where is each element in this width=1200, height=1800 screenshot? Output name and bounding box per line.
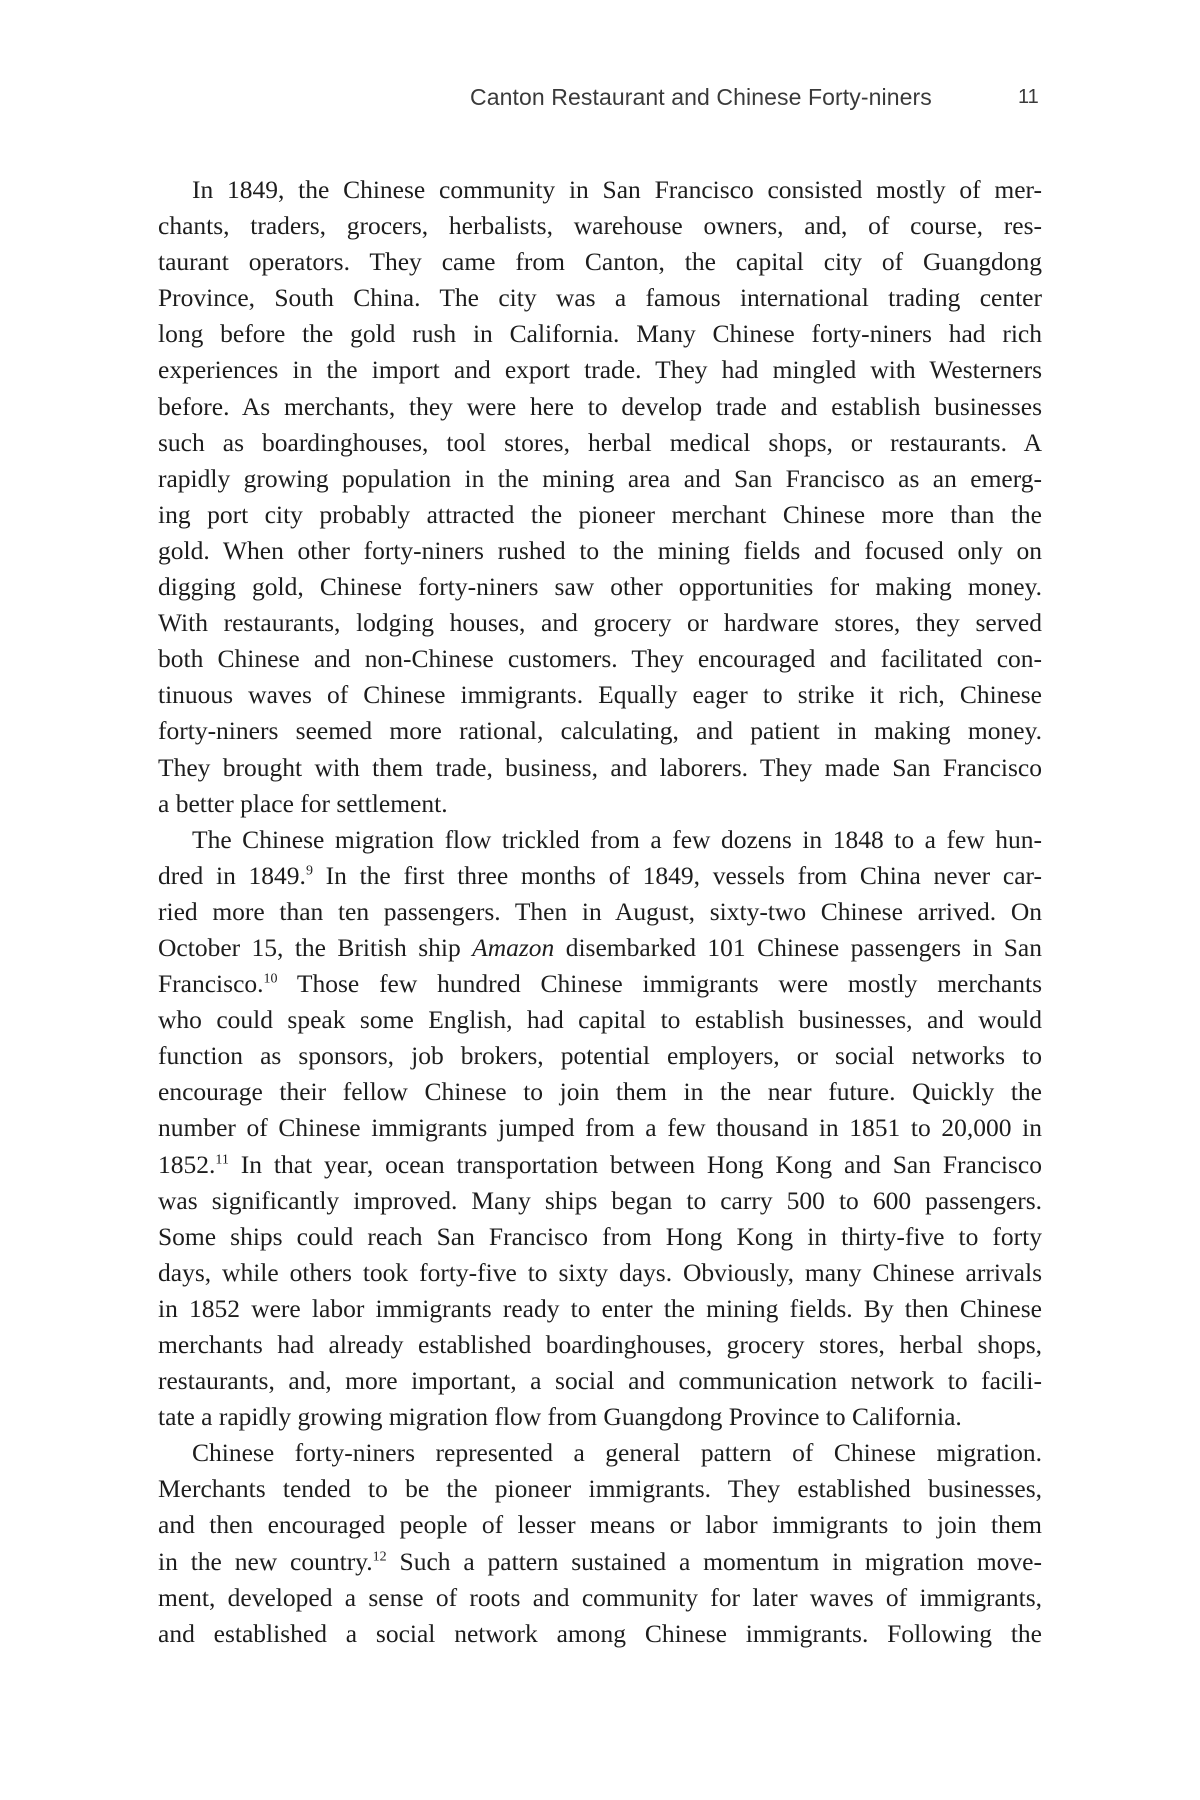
footnote-ref-9: 9 — [305, 863, 313, 879]
text-line: In 1849, the Chinese community in San Francisco consisted mostly of mer- — [192, 175, 1042, 204]
footnote-ref-12: 12 — [372, 1549, 387, 1565]
text-run: 1852. — [158, 1149, 216, 1179]
paragraph-2 — [158, 822, 1042, 1436]
text-line: was significantly improved. Many ships began to carry 500 to 600 passengers. — [158, 1185, 1042, 1215]
text-line: ried more than ten passengers. Then in August, sixty-two Chinese arrived. On — [158, 896, 1042, 926]
text-line — [158, 1544, 1042, 1580]
text-line: ment, developed a sense of roots and community for later waves of immigrants, — [158, 1582, 1042, 1612]
text-run: Francisco. — [158, 969, 264, 999]
text-line: function as sponsors, job brokers, potential employers, or social networks to — [158, 1041, 1042, 1071]
text-line: Merchants tended to be the pioneer immigrants. They established businesses, — [158, 1474, 1042, 1504]
text-line: number of Chinese immigrants jumped from a few thousand in 1851 to 20,000 in — [158, 1113, 1042, 1143]
text-run: In the first three months of 1849, vessels from China never car- — [312, 860, 1042, 890]
text-line: a better place for settlement. — [158, 788, 448, 818]
text-line: experiences in the import and export trade. They had mingled with Westerners — [158, 355, 1042, 385]
text-line: chants, traders, grocers, herbalists, warehouse owners, and, of course, res- — [158, 211, 1042, 241]
text-line: Chinese forty-niners represented a general pattern of Chinese migration. — [192, 1438, 1042, 1468]
text-line: tinuous waves of Chinese immigrants. Equally eager to strike it rich, Chinese — [158, 680, 1042, 710]
page-number: 11 — [1018, 86, 1039, 108]
text-line: and established a social network among Chinese immigrants. Following the — [158, 1618, 1042, 1648]
text-line: long before the gold rush in California. Many Chinese forty-niners had rich — [158, 319, 1042, 349]
text-run: Such a pattern sustained a momentum in migration move- — [386, 1546, 1042, 1576]
text-line: before. As merchants, they were here to develop trade and establish businesses — [158, 391, 1042, 421]
text-line: Province, South China. The city was a famous international trading center — [158, 283, 1042, 313]
text-run: dred in 1849. — [158, 860, 306, 890]
text-run: in the new country. — [158, 1546, 373, 1576]
text-line: rapidly growing population in the mining area and San Francisco as an emerg- — [158, 463, 1042, 493]
text-line: digging gold, Chinese forty-niners saw other opportunities for making money. — [158, 572, 1042, 602]
text-line: With restaurants, lodging houses, and grocery or hardware stores, they served — [158, 608, 1042, 638]
text-run: Those few hundred Chinese immigrants were mostly merchants — [277, 969, 1042, 999]
paragraph-3 — [158, 1435, 1042, 1652]
text-line: restaurants, and, more important, a social and communication network to facili- — [158, 1366, 1042, 1396]
text-line: encourage their fellow Chinese to join them in the near future. Quickly the — [158, 1077, 1042, 1107]
text-line: who could speak some English, had capital to establish businesses, and would — [158, 1005, 1042, 1035]
text-run: disembarked 101 Chinese passengers in San — [554, 932, 1043, 962]
text-line: They brought with them trade, business, and laborers. They made San Francisco — [158, 752, 1042, 782]
text-line — [158, 858, 1042, 894]
text-line: such as boardinghouses, tool stores, herbal medical shops, or restaurants. A — [158, 427, 1042, 457]
text-line: gold. When other forty-niners rushed to the mining fields and focused only on — [158, 535, 1042, 565]
footnote-ref-10: 10 — [263, 971, 278, 987]
text-run: October 15, the British ship — [158, 932, 473, 962]
footnote-ref-11: 11 — [215, 1152, 229, 1168]
text-line: forty-niners seemed more rational, calculating, and patient in making money. — [158, 716, 1042, 746]
text-line: taurant operators. They came from Canton, the capital city of Guangdong — [158, 247, 1042, 277]
text-line: merchants had already established boardinghouses, grocery stores, herbal shops, — [158, 1330, 1042, 1359]
paragraph-1 — [158, 172, 1042, 822]
text-line: The Chinese migration flow trickled from a few dozens in 1848 to a few hun- — [192, 824, 1042, 854]
text-run: In that year, ocean transportation between Hong Kong and San Francisco — [228, 1149, 1042, 1179]
text-line: Some ships could reach San Francisco from Hong Kong in thirty-five to forty — [158, 1221, 1042, 1251]
text-line — [158, 930, 1042, 966]
text-line — [158, 966, 1042, 1002]
running-head: Canton Restaurant and Chinese Forty-niners — [470, 84, 932, 110]
body-text — [158, 172, 1042, 1652]
ship-name: Amazon — [472, 932, 555, 962]
text-line — [158, 1147, 1042, 1183]
text-line: in 1852 were labor immigrants ready to enter the mining fields. By then Chinese — [158, 1293, 1042, 1323]
text-line: both Chinese and non-Chinese customers. They encouraged and facilitated con- — [158, 644, 1042, 674]
text-line: days, while others took forty-five to sixty days. Obviously, many Chinese arrivals — [158, 1257, 1042, 1287]
text-line: ing port city probably attracted the pioneer merchant Chinese more than the — [158, 499, 1042, 529]
text-line: tate a rapidly growing migration flow from Guangdong Province to California. — [158, 1402, 962, 1432]
text-line: and then encouraged people of lesser means or labor immigrants to join them — [158, 1510, 1042, 1540]
